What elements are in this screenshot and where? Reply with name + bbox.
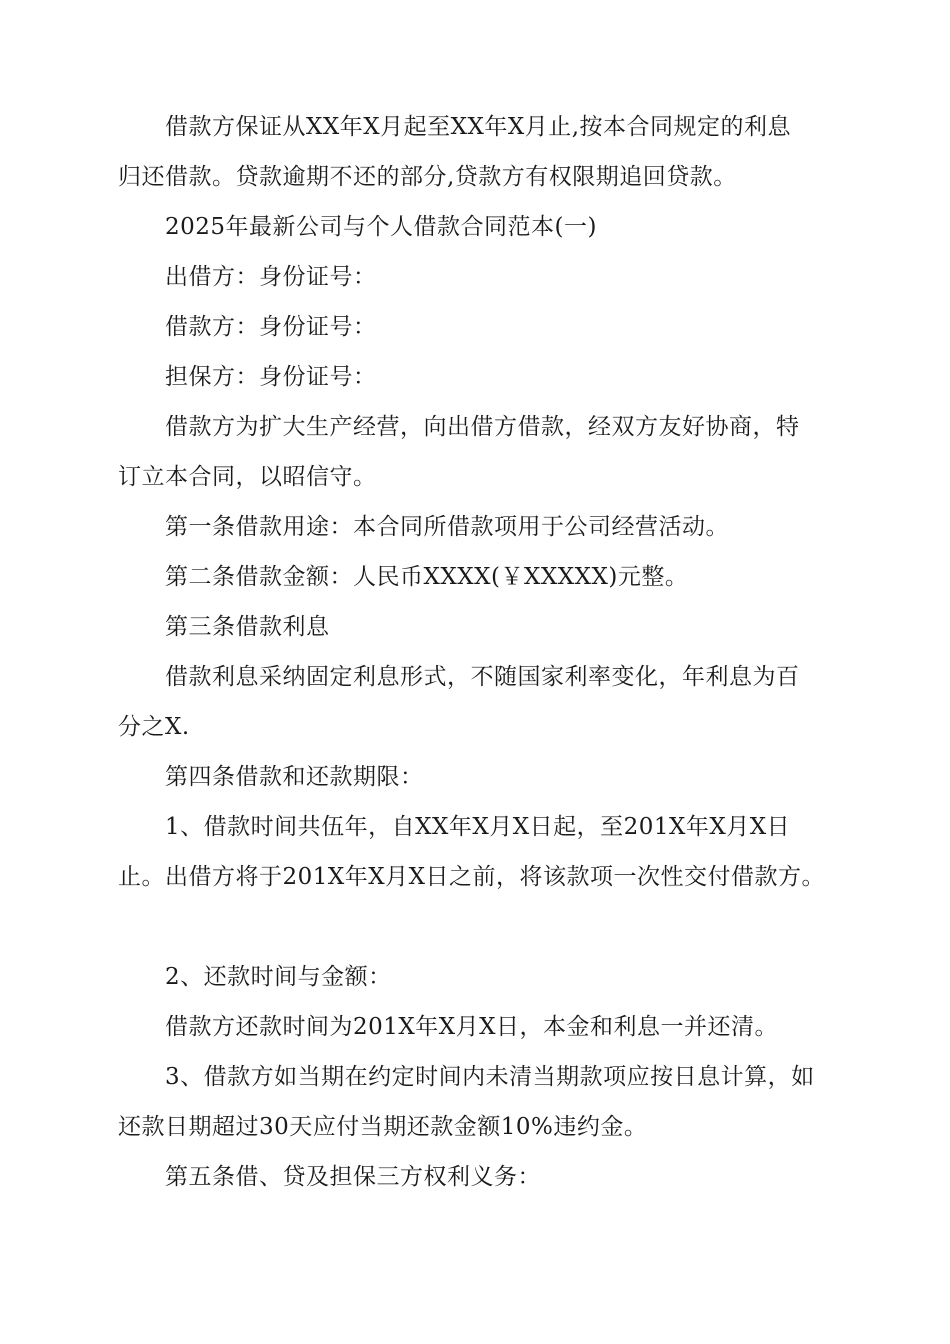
- article-4-heading: 第四条借款和还款期限：: [118, 764, 424, 790]
- guarantor-line: 担保方：身份证号：: [118, 364, 377, 390]
- text-line: 借款方还款时间为201X年X月X日，本金和利息一并还清。: [118, 1014, 779, 1040]
- text-line: 2、还款时间与金额：: [118, 964, 392, 990]
- text-line: 分之X.: [118, 714, 190, 740]
- text-line: 还款日期超过30天应付当期还款金额10%违约金。: [118, 1114, 648, 1140]
- article-1: 第一条借款用途：本合同所借款项用于公司经营活动。: [118, 514, 729, 540]
- text-line: 借款方保证从XX年X月起至XX年X月止,按本合同规定的利息: [118, 114, 792, 140]
- lender-line: 出借方：身份证号：: [118, 264, 377, 290]
- text-line: 归还借款。贷款逾期不还的部分,贷款方有权限期追回贷款。: [118, 164, 737, 190]
- text-line: 订立本合同，以昭信守。: [118, 464, 377, 490]
- article-2: 第二条借款金额：人民币XXXX(￥XXXXX)元整。: [118, 564, 689, 590]
- text-line: 止。出借方将于201X年X月X日之前，将该款项一次性交付借款方。: [118, 864, 826, 890]
- borrower-line: 借款方：身份证号：: [118, 314, 377, 340]
- article-3-heading: 第三条借款利息: [118, 614, 330, 640]
- section-title: 2025年最新公司与个人借款合同范本(一): [118, 214, 597, 240]
- text-line: 借款利息采纳固定利息形式，不随国家利率变化，年利息为百: [118, 664, 800, 690]
- document-body: [118, 102, 838, 1202]
- text-line: 借款方为扩大生产经营，向出借方借款，经双方友好协商，特: [118, 414, 800, 440]
- text-line: 1、借款时间共伍年，自XX年X月X日起，至201X年X月X日: [118, 814, 791, 840]
- text-line: 3、借款方如当期在约定时间内未清当期款项应按日息计算，如: [118, 1064, 815, 1090]
- article-5-heading: 第五条借、贷及担保三方权利义务：: [118, 1164, 541, 1190]
